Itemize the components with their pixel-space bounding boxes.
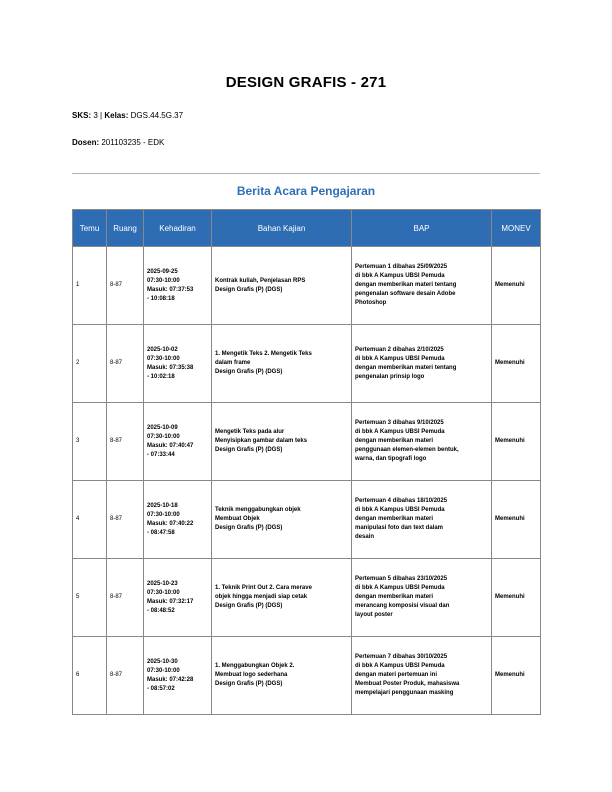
cell-temu: 1 [73, 247, 107, 325]
kelas-value: DGS.44.5G.37 [130, 111, 184, 120]
kelas-label: Kelas: [104, 111, 129, 120]
cell-bap [352, 481, 492, 559]
bap-text: Pertemuan 5 dibahas 23/10/2025 di bbk A Kampus UBSI Pemuda dengan memberikan materi merancang komposisi visual dan layout poster [355, 576, 450, 618]
table-row [73, 481, 541, 559]
kehadiran-text: 2025-09-25 07:30-10:00 Masuk: 07:37:53 - 10:08:18 [147, 268, 194, 302]
cell-monev: Memenuhi [492, 247, 541, 325]
cell-monev: Memenuhi [492, 559, 541, 637]
cell-bap [352, 403, 492, 481]
bap-text: Pertemuan 4 dibahas 18/10/2025 di bbk A Kampus UBSI Pemuda dengan memberikan materi manipulasi foto dan text dalam desain [355, 498, 448, 540]
bahan-text: 1. Mengetik Teks 2. Mengetik Teks dalam frame Design Grafis (P) (DGS) [215, 351, 312, 375]
cell-ruang: 8-87 [107, 325, 144, 403]
course-meta [72, 111, 183, 120]
bap-table [72, 209, 541, 715]
header-bahan-kajian: Bahan Kajian [212, 210, 352, 247]
table-header-row [73, 210, 541, 247]
bap-text: Pertemuan 3 dibahas 9/10/2025 di bbk A Kampus UBSI Pemuda dengan memberikan materi penggunaan elemen-elemen bentuk, warna, dan tipografi logo [355, 420, 459, 462]
dosen-value: 201103235 - EDK [101, 138, 165, 147]
meta-separator: | [100, 111, 103, 120]
table-row [73, 637, 541, 715]
cell-temu: 2 [73, 325, 107, 403]
table-row [73, 403, 541, 481]
cell-monev: Memenuhi [492, 403, 541, 481]
cell-temu: 4 [73, 481, 107, 559]
cell-ruang: 8-87 [107, 403, 144, 481]
kehadiran-text: 2025-10-09 07:30-10:00 Masuk: 07:40:47 - 07:33:44 [147, 424, 194, 458]
cell-kehadiran [144, 481, 212, 559]
cell-kehadiran [144, 325, 212, 403]
cell-bap [352, 637, 492, 715]
cell-bahan-kajian [212, 637, 352, 715]
kehadiran-text: 2025-10-30 07:30-10:00 Masuk: 07:42:28 - 08:57:02 [147, 658, 194, 692]
divider [72, 173, 540, 174]
cell-temu: 3 [73, 403, 107, 481]
header-kehadiran: Kehadiran [144, 210, 212, 247]
cell-monev: Memenuhi [492, 325, 541, 403]
bap-text: Pertemuan 1 dibahas 25/09/2025 di bbk A Kampus UBSI Pemuda dengan memberikan materi tentang pengenalan software desain Adobe Photoshop [355, 264, 457, 306]
cell-ruang: 8-87 [107, 559, 144, 637]
header-temu: Temu [73, 210, 107, 247]
cell-bahan-kajian [212, 559, 352, 637]
cell-bahan-kajian [212, 403, 352, 481]
cell-bap [352, 247, 492, 325]
header-ruang: Ruang [107, 210, 144, 247]
cell-ruang: 8-87 [107, 481, 144, 559]
cell-kehadiran [144, 559, 212, 637]
cell-temu: 5 [73, 559, 107, 637]
sks-value: 3 [93, 111, 98, 120]
cell-monev: Memenuhi [492, 637, 541, 715]
cell-bahan-kajian [212, 247, 352, 325]
kehadiran-text: 2025-10-18 07:30-10:00 Masuk: 07:40:22 - 08:47:58 [147, 502, 194, 536]
cell-kehadiran [144, 247, 212, 325]
cell-kehadiran [144, 403, 212, 481]
cell-ruang: 8-87 [107, 247, 144, 325]
bap-text: Pertemuan 2 dibahas 2/10/2025 di bbk A Kampus UBSI Pemuda dengan memberikan materi tentang pengenalan prinsip logo [355, 346, 457, 380]
section-title: Berita Acara Pengajaran [236, 184, 376, 198]
bap-text: Pertemuan 7 dibahas 30/10/2025 di bbk A Kampus UBSI Pemuda dengan materi pertemuan ini Membuat Poster Produk, mahasiswa mempelajari penggunaan masking [355, 654, 460, 696]
cell-temu: 6 [73, 637, 107, 715]
kehadiran-text: 2025-10-02 07:30-10:00 Masuk: 07:35:38 - 10:02:18 [147, 346, 194, 380]
page-title: DESIGN GRAFIS - 271 [225, 74, 387, 91]
table-row [73, 325, 541, 403]
bahan-text: Teknik menggabungkan objek Membuat Objek Design Grafis (P) (DGS) [215, 507, 301, 531]
header-bap: BAP [352, 210, 492, 247]
kehadiran-text: 2025-10-23 07:30-10:00 Masuk: 07:32:17 - 08:48:52 [147, 580, 194, 614]
cell-bap [352, 559, 492, 637]
table-row [73, 247, 541, 325]
bahan-text: Mengetik Teks pada alur Menyisipkan gambar dalam teks Design Grafis (P) (DGS) [215, 429, 308, 453]
bahan-text: Kontrak kuliah, Penjelasan RPS Design Grafis (P) (DGS) [215, 277, 306, 293]
bahan-text: 1. Teknik Print Out 2. Cara merave objek hingga menjadi siap cetak Design Grafis (P) (DGS) [215, 585, 312, 609]
dosen-label: Dosen: [72, 138, 100, 147]
sks-label: SKS: [72, 111, 92, 120]
cell-bap [352, 325, 492, 403]
cell-bahan-kajian [212, 325, 352, 403]
table-row [73, 559, 541, 637]
header-monev: MONEV [492, 210, 541, 247]
cell-ruang: 8-87 [107, 637, 144, 715]
cell-kehadiran [144, 637, 212, 715]
bahan-text: 1. Menggabungkan Objek 2. Membuat logo sederhana Design Grafis (P) (DGS) [215, 663, 295, 687]
lecturer-meta [72, 138, 164, 147]
cell-bahan-kajian [212, 481, 352, 559]
cell-monev: Memenuhi [492, 481, 541, 559]
